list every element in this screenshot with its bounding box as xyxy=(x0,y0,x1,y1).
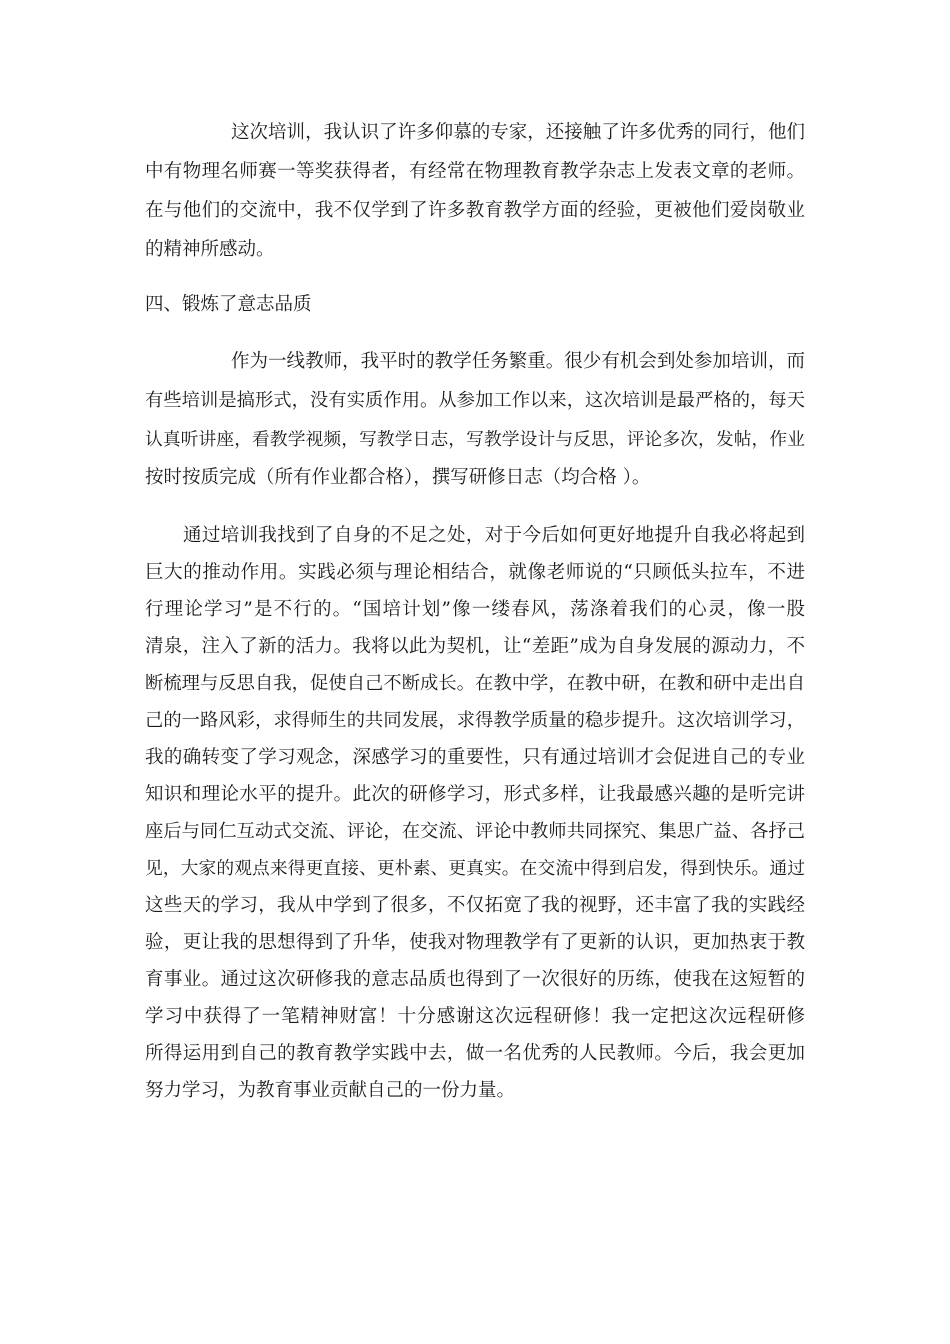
text-line: 见，大家的观点来得更直接、更朴素、更真实。在交流中得到启发，得到快乐。通过 xyxy=(145,859,805,879)
text-line: 断梳理与反思自我，促使自己不断成长。在教中学，在教中研，在教和研中走出自 xyxy=(145,673,805,694)
text-line: 作为一线教师，我平时的教学任务繁重。很少有机会到处参加培训，而 xyxy=(231,351,805,372)
text-line: 座后与同仁互动式交流、评论，在交流、评论中教师共同探究、集思广益、各抒己 xyxy=(145,821,805,842)
text-line: 清泉，注入了新的活力。我将以此为契机，让“差距”成为自身发展的源动力，不 xyxy=(145,636,805,657)
text-line: 己的一路风彩，求得师生的共同发展，求得教学质量的稳步提升。这次培训学习， xyxy=(145,710,805,731)
text-line: 通过培训我找到了自身的不足之处，对于今后如何更好地提升自我必将起到 xyxy=(183,525,805,546)
text-line: 认真听讲座，看教学视频，写教学日志，写教学设计与反思，评论多次，发帖，作业 xyxy=(145,430,805,450)
text-line: 学习中获得了一笔精神财富！十分感谢这次远程研修！我一定把这次远程研修 xyxy=(145,1006,805,1027)
section-heading: 四、锻炼了意志品质 xyxy=(145,294,312,315)
text-line: 按时按质完成（所有作业都合格），撰写研修日志（均合格 ）。 xyxy=(145,467,651,488)
text-line: 所得运用到自己的教育教学实践中去，做一名优秀的人民教师。今后，我会更加 xyxy=(145,1043,805,1064)
text-line: 我的确转变了学习观念，深感学习的重要性，只有通过培训才会促进自己的专业 xyxy=(145,747,805,768)
text-line: 这些天的学习，我从中学到了很多，不仅拓宽了我的视野，还丰富了我的实践经 xyxy=(145,895,805,916)
text-line: 育事业。通过这次研修我的意志品质也得到了一次很好的历练，使我在这短暂的 xyxy=(145,969,805,990)
text-line: 在与他们的交流中，我不仅学到了许多教育教学方面的经验，更被他们爱岗敬业 xyxy=(145,200,805,221)
text-line: 知识和理论水平的提升。此次的研修学习，形式多样，让我最感兴趣的是听完讲 xyxy=(145,784,805,805)
text-line: 的精神所感动。 xyxy=(145,239,275,260)
text-line: 行理论学习”是不行的。“国培计划”像一缕春风，荡涤着我们的心灵，像一股 xyxy=(145,599,805,620)
text-line: 这次培训，我认识了许多仰慕的专家，还接触了许多优秀的同行，他们 xyxy=(231,122,805,143)
text-line: 验，更让我的思想得到了升华，使我对物理教学有了更新的认识，更加热衷于教 xyxy=(145,932,805,953)
text-line: 中有物理名师赛一等奖获得者，有经常在物理教育教学杂志上发表文章的老师。 xyxy=(145,161,805,182)
text-line: 巨大的推动作用。实践必须与理论相结合，就像老师说的“只顾低头拉车，不进 xyxy=(145,562,805,583)
text-line: 努力学习，为教育事业贡献自己的一份力量。 xyxy=(145,1080,516,1101)
text-line: 有些培训是搞形式，没有实质作用。从参加工作以来，这次培训是最严格的，每天 xyxy=(145,390,805,411)
